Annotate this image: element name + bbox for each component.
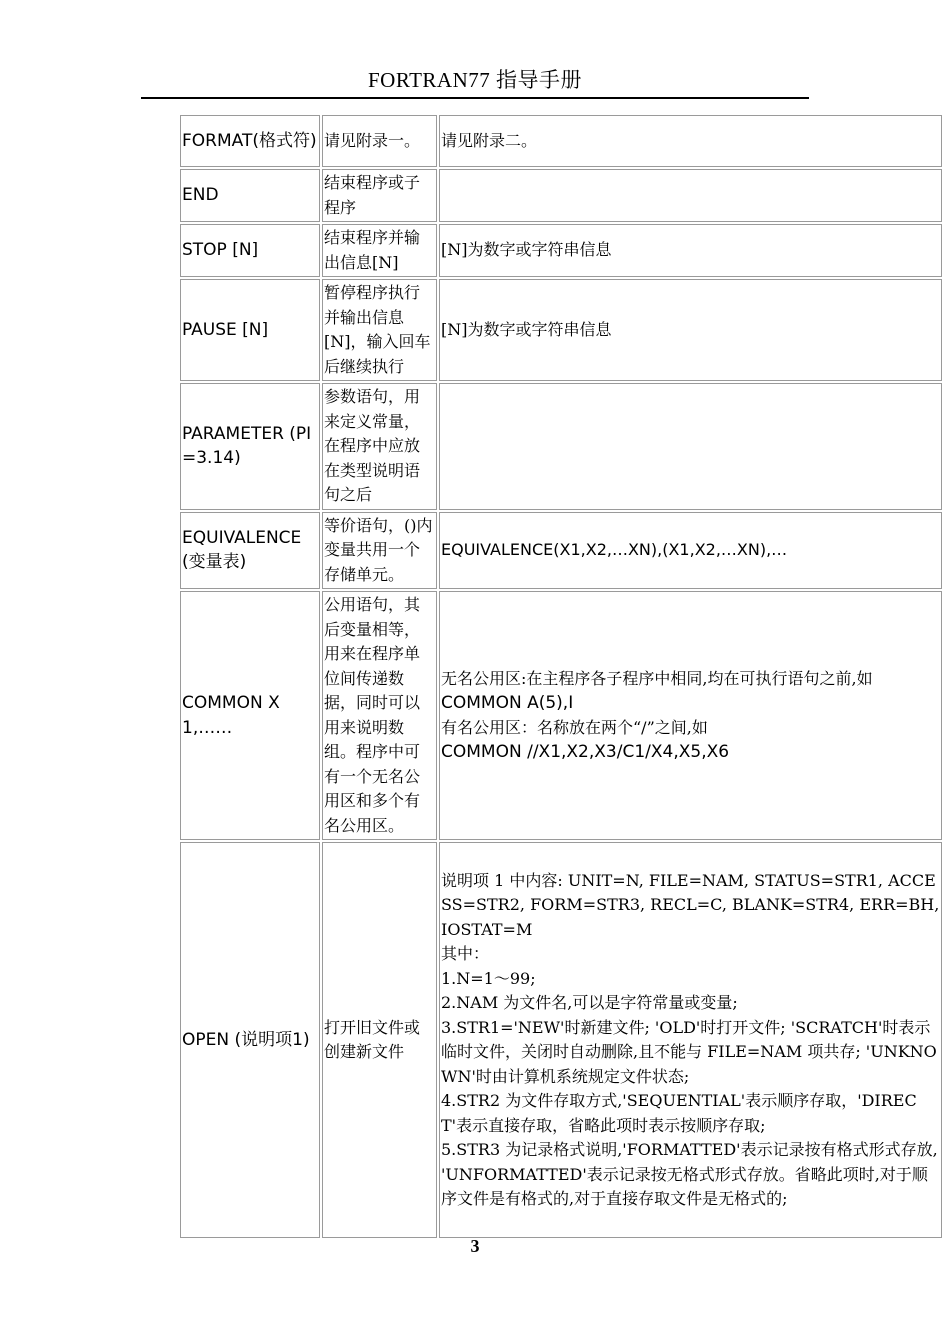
note-line: 无名公用区:在主程序各子程序中相同,均在可执行语句之前,如 (441, 668, 873, 688)
description-cell: 公用语句，其后变量相等，用来在程序单位间传递数据，同时可以用来说明数组。程序中可有一个无名公用区和多个有名公用区。 (322, 591, 437, 840)
note-line: EQUIVALENCE(X1,X2,…XN),(X1,X2,…XN),… (441, 540, 788, 559)
note-line: 请见附录二。 (441, 130, 538, 150)
header-rule (141, 97, 809, 99)
description-cell: 等价语句，()内变量共用一个存储单元。 (322, 512, 437, 590)
statement-cell: PARAMETER (PI=3.14) (180, 383, 320, 510)
note-line: 说明项 1 中内容: UNIT=N, FILE=NAM, STATUS=STR1, ACCESS=STR2, FORM=STR3, RECL=C, BLANK=STR4, ERR=BH, IOSTAT=M (441, 870, 940, 939)
notes-cell (439, 169, 942, 222)
table-row (180, 115, 942, 167)
table-row (180, 842, 942, 1238)
note-line: 有名公用区：名称放在两个“/”之间,如 (441, 717, 708, 737)
note-line: [N]为数字或字符串信息 (441, 319, 612, 339)
statement-table (178, 113, 944, 1240)
statement-cell: END (180, 169, 320, 222)
note-line: 2.NAM 为文件名,可以是字符常量或变量; (441, 993, 738, 1012)
description-cell: 结束程序并输出信息[N] (322, 224, 437, 277)
note-line: [N]为数字或字符串信息 (441, 240, 612, 260)
note-line: 4.STR2 为文件存取方式,'SEQUENTIAL'表示顺序存取，'DIRECT'表示直接存取，省略此项时表示按顺序存取; (441, 1091, 917, 1135)
note-line: COMMON //X1,X2,X3/C1/X4,X5,X6 (441, 742, 730, 762)
notes-cell (439, 591, 942, 840)
notes-cell (439, 224, 942, 277)
notes-cell (439, 842, 942, 1238)
note-line: 其中： (441, 944, 490, 963)
note-line: 1.N=1～99; (441, 968, 536, 988)
notes-cell (439, 279, 942, 381)
description-cell: 参数语句，用来定义常量，在程序中应放在类型说明语句之后 (322, 383, 437, 510)
note-line: COMMON A(5),I (441, 693, 574, 713)
statement-cell: OPEN (说明项1) (180, 842, 320, 1238)
table-row (180, 512, 942, 590)
statement-cell: COMMON X1,…… (180, 591, 320, 840)
table-row (180, 224, 942, 277)
statement-cell: PAUSE [N] (180, 279, 320, 381)
description-cell: 打开旧文件或创建新文件 (322, 842, 437, 1238)
note-line: 5.STR3 为记录格式说明,'FORMATTED'表示记录按有格式形式存放, 'UNFORMATTED'表示记录按无格式形式存放。省略此项时,对于顺序文件是有格式的,对于直接存取文件是无格式的; (441, 1140, 938, 1208)
description-cell: 暂停程序执行并输出信息[N]，输入回车后继续执行 (322, 279, 437, 381)
table-row (180, 279, 942, 381)
statement-cell: STOP [N] (180, 224, 320, 277)
table-row (180, 169, 942, 222)
page-header-title: FORTRAN77 指导手册 (367, 68, 582, 92)
note-line: 3.STR1='NEW'时新建文件; 'OLD'时打开文件; 'SCRATCH'时表示临时文件，关闭时自动删除,且不能与 FILE=NAM 项共存; 'UNKNOWN'时由计算机系统规定文件状态; (441, 1017, 937, 1086)
statement-cell: EQUIVALENCE (变量表) (180, 512, 320, 590)
description-cell: 请见附录一。 (322, 115, 437, 167)
statement-cell: FORMAT(格式符) (180, 115, 320, 167)
page-number: 3 (470, 1236, 480, 1256)
table-row (180, 383, 942, 510)
notes-cell (439, 115, 942, 167)
table-row (180, 591, 942, 840)
description-cell: 结束程序或子程序 (322, 169, 437, 222)
notes-cell (439, 383, 942, 510)
notes-cell (439, 512, 942, 590)
